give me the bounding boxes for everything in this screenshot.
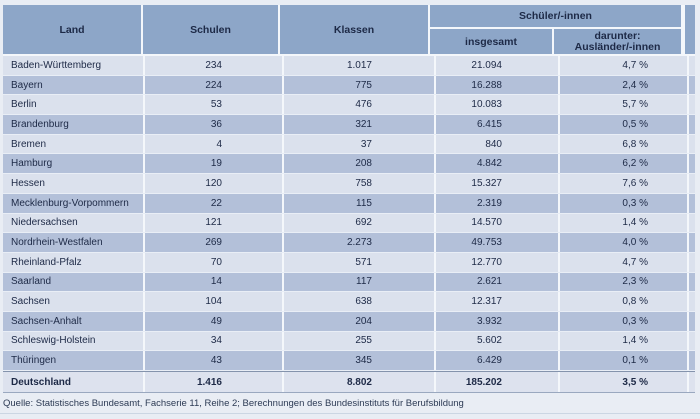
cell-land: Rheinland-Pfalz	[3, 253, 145, 272]
cell-land: Baden-Württemberg	[3, 56, 145, 75]
cell-insgesamt: 10.083	[436, 95, 560, 114]
edge-strip-cell	[689, 174, 695, 193]
total-row	[3, 371, 695, 393]
column-header-land	[3, 5, 143, 54]
cell-klassen: 571	[284, 253, 436, 272]
column-group-schueler	[430, 5, 683, 54]
cell-land: Brandenburg	[3, 115, 145, 134]
cell-land: Sachsen	[3, 292, 145, 311]
cell-land: Nordrhein-Westfalen	[3, 233, 145, 252]
cell-land: Mecklenburg-Vorpommern	[3, 194, 145, 213]
cell-klassen: 208	[284, 154, 436, 173]
cell-schulen: 43	[145, 351, 284, 370]
cell-insgesamt: 16.288	[436, 76, 560, 95]
table-row	[3, 174, 695, 194]
table-row	[3, 351, 695, 371]
edge-strip-cell	[689, 214, 695, 233]
cell-schulen: 1.416	[145, 372, 284, 392]
cell-klassen: 2.273	[284, 233, 436, 252]
column-header-klassen	[280, 5, 430, 54]
table-row	[3, 312, 695, 332]
column-header-schulen	[143, 5, 280, 54]
table-body	[3, 56, 695, 371]
cell-land: Bremen	[3, 135, 145, 154]
cell-insgesamt: 6.429	[436, 351, 560, 370]
cell-auslaender: 0,3 %	[560, 194, 689, 213]
cell-auslaender: 2,3 %	[560, 273, 689, 292]
cell-land: Schleswig-Holstein	[3, 332, 145, 351]
cell-auslaender: 4,0 %	[560, 233, 689, 252]
cell-land: Thüringen	[3, 351, 145, 370]
cell-insgesamt: 185.202	[436, 372, 560, 392]
cell-klassen: 638	[284, 292, 436, 311]
bottom-divider	[0, 413, 700, 414]
cell-klassen: 8.802	[284, 372, 436, 392]
table-row	[3, 233, 695, 253]
cell-schulen: 70	[145, 253, 284, 272]
cell-land: Sachsen-Anhalt	[3, 312, 145, 331]
cell-insgesamt: 14.570	[436, 214, 560, 233]
cell-schulen: 234	[145, 56, 284, 75]
table-row	[3, 332, 695, 352]
column-header-darunter	[554, 29, 681, 54]
cell-klassen: 692	[284, 214, 436, 233]
cell-insgesamt: 21.094	[436, 56, 560, 75]
cell-klassen: 758	[284, 174, 436, 193]
cell-schulen: 104	[145, 292, 284, 311]
cell-schulen: 269	[145, 233, 284, 252]
cell-auslaender: 1,4 %	[560, 214, 689, 233]
cell-schulen: 19	[145, 154, 284, 173]
table-row	[3, 154, 695, 174]
cell-klassen: 115	[284, 194, 436, 213]
cell-insgesamt: 15.327	[436, 174, 560, 193]
table-header	[3, 5, 695, 56]
cell-insgesamt: 6.415	[436, 115, 560, 134]
table-row	[3, 273, 695, 293]
cell-land: Deutschland	[3, 372, 145, 392]
edge-strip-cell	[689, 95, 695, 114]
table-row	[3, 115, 695, 135]
cell-klassen: 204	[284, 312, 436, 331]
cell-klassen: 345	[284, 351, 436, 370]
column-group-schueler-title: Schüler/-innen	[430, 5, 681, 29]
edge-strip-cell	[689, 351, 695, 370]
cell-schulen: 120	[145, 174, 284, 193]
edge-strip-cell	[689, 194, 695, 213]
cell-auslaender: 0,5 %	[560, 115, 689, 134]
column-header-insgesamt-label: insgesamt	[465, 35, 517, 48]
cell-auslaender: 5,7 %	[560, 95, 689, 114]
table-row	[3, 76, 695, 96]
edge-strip-cell	[689, 135, 695, 154]
cell-auslaender: 7,6 %	[560, 174, 689, 193]
cell-land: Bayern	[3, 76, 145, 95]
cell-schulen: 22	[145, 194, 284, 213]
cell-schulen: 49	[145, 312, 284, 331]
cell-insgesamt: 12.317	[436, 292, 560, 311]
table-row	[3, 214, 695, 234]
cell-insgesamt: 840	[436, 135, 560, 154]
table-row	[3, 194, 695, 214]
cell-auslaender: 6,2 %	[560, 154, 689, 173]
cell-insgesamt: 2.621	[436, 273, 560, 292]
cell-schulen: 121	[145, 214, 284, 233]
column-header-schulen-label: Schulen	[190, 23, 231, 36]
cell-insgesamt: 3.932	[436, 312, 560, 331]
table-row	[3, 56, 695, 76]
cell-schulen: 224	[145, 76, 284, 95]
cell-auslaender: 2,4 %	[560, 76, 689, 95]
cell-auslaender: 0,8 %	[560, 292, 689, 311]
cell-land: Hessen	[3, 174, 145, 193]
source-note: Quelle: Statistisches Bundesamt, Fachserie 11, Reihe 2; Berechnungen des Bundesinstituts für Berufsbildung	[3, 398, 464, 409]
edge-strip-cell	[689, 56, 695, 75]
column-header-insgesamt	[430, 29, 554, 54]
edge-strip-cell	[689, 76, 695, 95]
cell-klassen: 775	[284, 76, 436, 95]
column-header-land-label: Land	[59, 23, 85, 36]
edge-strip-cell	[689, 154, 695, 173]
cell-insgesamt: 4.842	[436, 154, 560, 173]
cell-klassen: 117	[284, 273, 436, 292]
cell-klassen: 476	[284, 95, 436, 114]
statistics-table	[3, 5, 695, 393]
table-row	[3, 95, 695, 115]
cell-auslaender: 0,3 %	[560, 312, 689, 331]
cell-schulen: 36	[145, 115, 284, 134]
cell-klassen: 255	[284, 332, 436, 351]
edge-strip-cell	[689, 292, 695, 311]
edge-strip-cell	[689, 332, 695, 351]
cell-schulen: 53	[145, 95, 284, 114]
edge-strip-cell	[689, 372, 695, 392]
cell-insgesamt: 12.770	[436, 253, 560, 272]
cell-auslaender: 3,5 %	[560, 372, 689, 392]
cell-auslaender: 4,7 %	[560, 253, 689, 272]
cell-land: Saarland	[3, 273, 145, 292]
cell-auslaender: 6,8 %	[560, 135, 689, 154]
cell-land: Niedersachsen	[3, 214, 145, 233]
cell-schulen: 14	[145, 273, 284, 292]
cell-land: Hamburg	[3, 154, 145, 173]
cell-klassen: 37	[284, 135, 436, 154]
cell-auslaender: 1,4 %	[560, 332, 689, 351]
cell-auslaender: 0,1 %	[560, 351, 689, 370]
cell-land: Berlin	[3, 95, 145, 114]
column-header-klassen-label: Klassen	[333, 23, 375, 36]
cell-klassen: 1.017	[284, 56, 436, 75]
edge-strip-cell	[689, 115, 695, 134]
cell-schulen: 4	[145, 135, 284, 154]
cell-klassen: 321	[284, 115, 436, 134]
table-row	[3, 253, 695, 273]
cell-insgesamt: 49.753	[436, 233, 560, 252]
edge-strip-cell	[689, 273, 695, 292]
table-row	[3, 292, 695, 312]
edge-strip-cell	[689, 312, 695, 331]
cell-auslaender: 4,7 %	[560, 56, 689, 75]
edge-strip-cell	[689, 253, 695, 272]
table-row	[3, 135, 695, 155]
edge-strip-header	[683, 5, 689, 54]
edge-strip-cell	[689, 233, 695, 252]
cell-schulen: 34	[145, 332, 284, 351]
cell-insgesamt: 5.602	[436, 332, 560, 351]
column-header-darunter-label: darunter: Ausländer/-innen	[574, 30, 661, 53]
cell-insgesamt: 2.319	[436, 194, 560, 213]
